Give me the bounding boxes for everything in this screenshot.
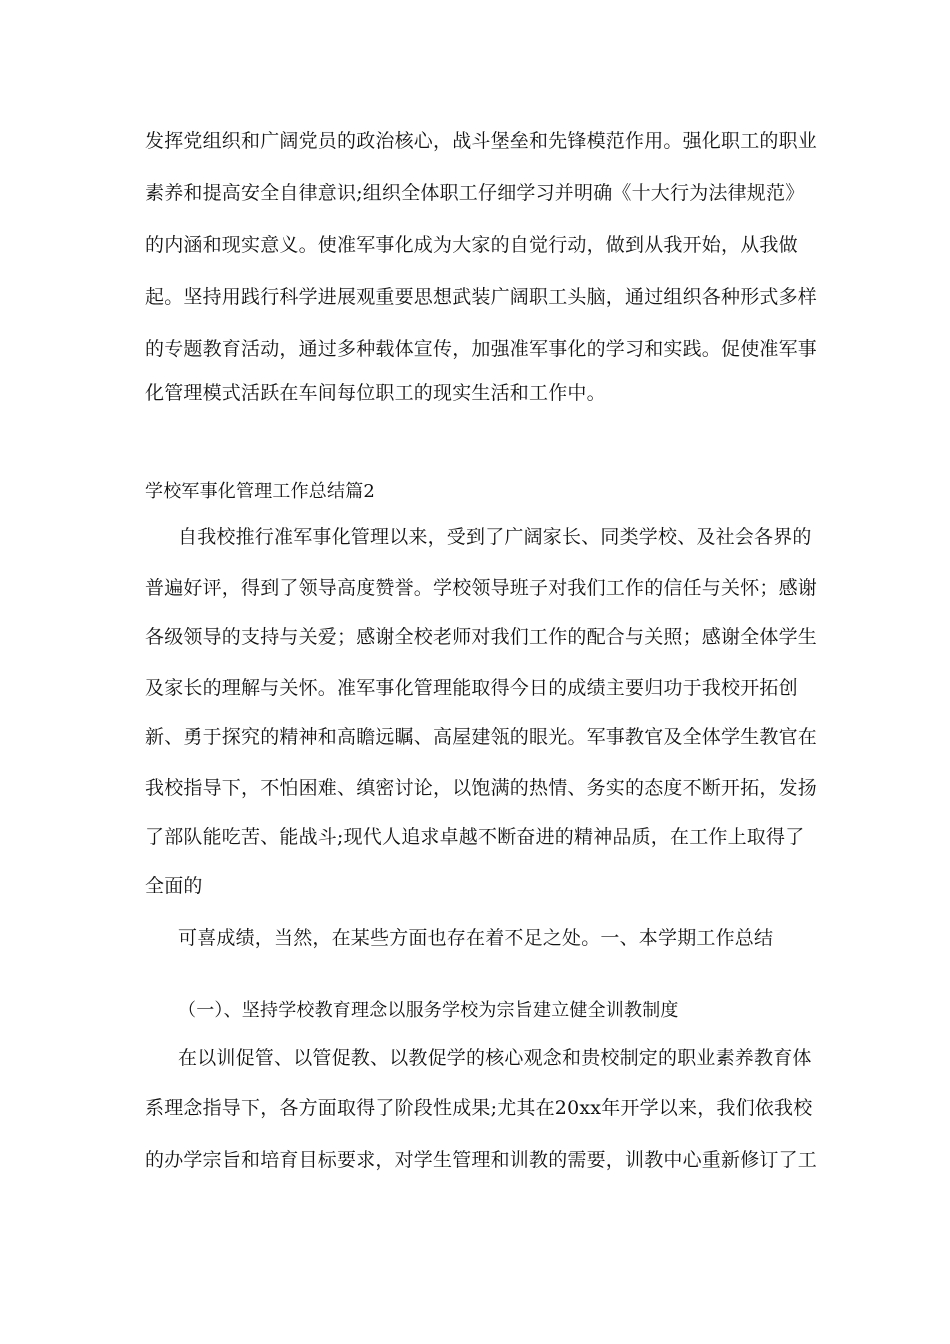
paragraph-2-line-1: 自我校推行准军事化管理以来，受到了广阔家长、同类学校、及社会各界的: [178, 526, 812, 548]
paragraph-2-line-5: 新、勇于探究的精神和高瞻远瞩、高屋建瓴的眼光。军事教官及全体学生教官在: [145, 726, 818, 748]
subheading: （一）、坚持学校教育理念以服务学校为宗旨建立健全训教制度: [178, 1000, 679, 1021]
section-title: 学校军事化管理工作总结篇2: [145, 481, 376, 502]
paragraph-4-line-2: 系理念指导下，各方面取得了阶段性成果;尤其在20xx年开学以来，我们依我校: [145, 1097, 813, 1119]
paragraph-1-line-1: 发挥党组织和广阔党员的政治核心，战斗堡垒和先锋模范作用。强化职工的职业: [145, 130, 818, 152]
paragraph-2-line-4: 及家长的理解与关怀。准军事化管理能取得今日的成绩主要归功于我校开拓创: [145, 677, 798, 699]
paragraph-2-line-3: 各级领导的支持与关爱；感谢全校老师对我们工作的配合与关照；感谢全体学生: [145, 626, 818, 648]
paragraph-4-line-3: 的办学宗旨和培育目标要求，对学生管理和训教的需要，训教中心重新修订了工: [145, 1149, 818, 1171]
paragraph-2-line-2: 普遍好评，得到了领导高度赞誉。学校领导班子对我们工作的信任与关怀；感谢: [145, 577, 818, 599]
paragraph-2-line-8: 全面的: [145, 875, 203, 897]
paragraph-1-line-3: 的内涵和现实意义。使准军事化成为大家的自觉行动，做到从我开始，从我做: [145, 234, 798, 256]
paragraph-2-line-7: 了部队能吃苦、能战斗;现代人追求卓越不断奋进的精神品质，在工作上取得了: [145, 826, 805, 848]
paragraph-1-line-2: 素养和提高安全自律意识;组织全体职工仔细学习并明确《十大行为法律规范》: [145, 182, 805, 204]
paragraph-4-line-1: 在以训促管、以管促教、以教促学的核心观念和贵校制定的职业素养教育体: [178, 1047, 812, 1069]
paragraph-1-line-4: 起。坚持用践行科学进展观重要思想武装广阔职工头脑，通过组织各种形式多样: [145, 286, 818, 308]
paragraph-1-line-5: 的专题教育活动，通过多种载体宣传，加强准军事化的学习和实践。促使准军事: [145, 338, 818, 360]
paragraph-1-line-6: 化管理模式活跃在车间每位职工的现实生活和工作中。: [145, 382, 606, 404]
paragraph-2-line-6: 我校指导下，不怕困难、缜密讨论，以饱满的热情、务实的态度不断开拓，发扬: [145, 777, 818, 799]
paragraph-3: 可喜成绩，当然，在某些方面也存在着不足之处。一、本学期工作总结: [178, 927, 774, 949]
